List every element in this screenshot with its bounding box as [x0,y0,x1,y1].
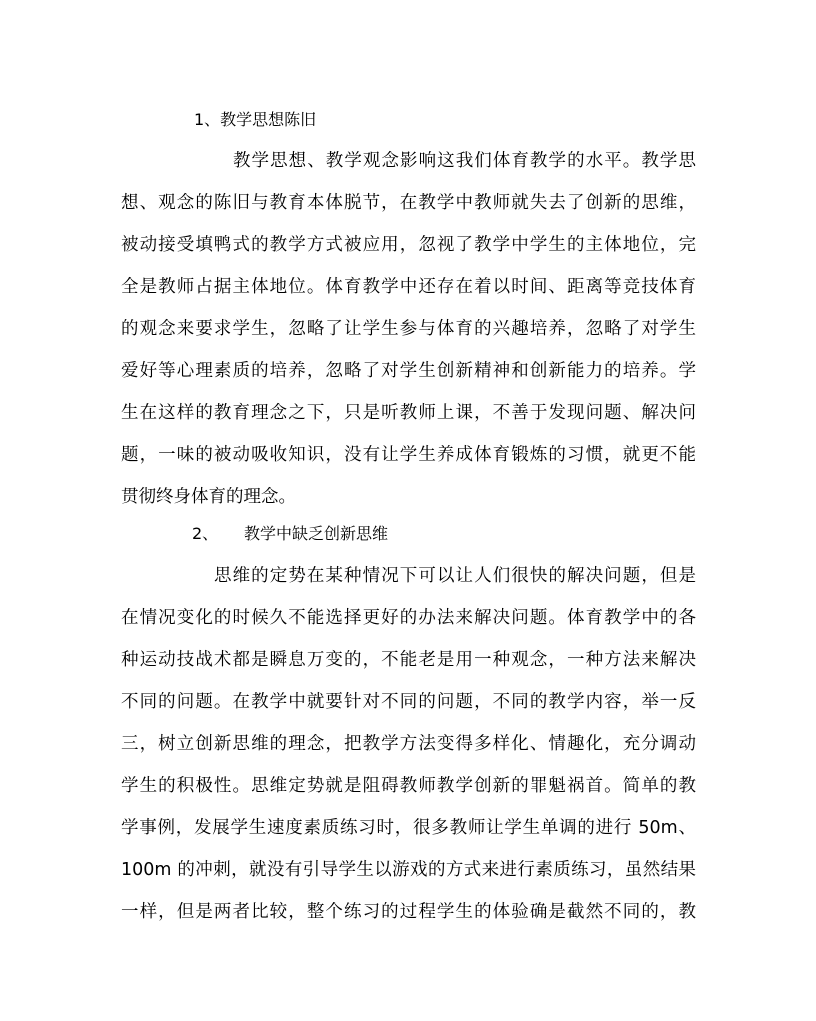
paragraph-line: 思维的定势在某种情况下可以让人们很快的解决问题，但是 [214,566,696,586]
paragraph-line: 种运动技战术都是瞬息万变的，不能老是用一种观念，一种方法来解决 [121,650,696,670]
paragraph-line: 全是教师占据主体地位。体育教学中还存在着以时间、距离等竞技体育 [121,277,696,297]
paragraph-line: 贯彻终身体育的理念。 [121,487,296,507]
paragraph-line: 想、观念的陈旧与教育本体脱节，在教学中教师就失去了创新的思维， [121,193,696,213]
paragraph-line: 教学思想、教学观念影响这我们体育教学的水平。教学思 [233,151,696,171]
paragraph-line: 学事例，发展学生速度素质练习时，很多教师让学生单调的进行 50m、 [121,818,696,838]
paragraph-line: 学生的积极性。思维定势就是阻碍教师教学创新的罪魁祸首。简单的教 [121,776,696,796]
paragraph-line: 三，树立创新思维的理念，把教学方法变得多样化、情趣化，充分调动 [121,734,696,754]
paragraph-line: 的观念来要求学生，忽略了让学生参与体育的兴趣培养，忽略了对学生 [121,319,696,339]
paragraph-line: 爱好等心理素质的培养，忽略了对学生创新精神和创新能力的培养。学 [121,361,696,381]
paragraph-line: 一样，但是两者比较，整个练习的过程学生的体验确是截然不同的，教 [121,902,696,922]
paragraph-line: 生在这样的教育理念之下，只是听教师上课，不善于发现问题、解决问 [121,403,696,423]
paragraph-line: 100m 的冲刺，就没有引导学生以游戏的方式来进行素质练习，虽然结果 [121,860,696,880]
section-2-heading: 教学中缺乏创新思维 [244,524,389,543]
paragraph-line: 不同的问题。在教学中就要针对不同的问题，不同的教学内容，举一反 [121,692,696,712]
paragraph-line: 在情况变化的时候久不能选择更好的办法来解决问题。体育教学中的各 [121,608,696,628]
section-2-heading-number: 2、 [192,524,219,543]
paragraph-line: 题，一味的被动吸收知识，没有让学生养成体育锻炼的习惯，就更不能 [121,445,696,465]
section-1-heading: 1、教学思想陈旧 [194,110,317,129]
paragraph-line: 被动接受填鸭式的教学方式被应用，忽视了教学中学生的主体地位，完 [121,235,696,255]
